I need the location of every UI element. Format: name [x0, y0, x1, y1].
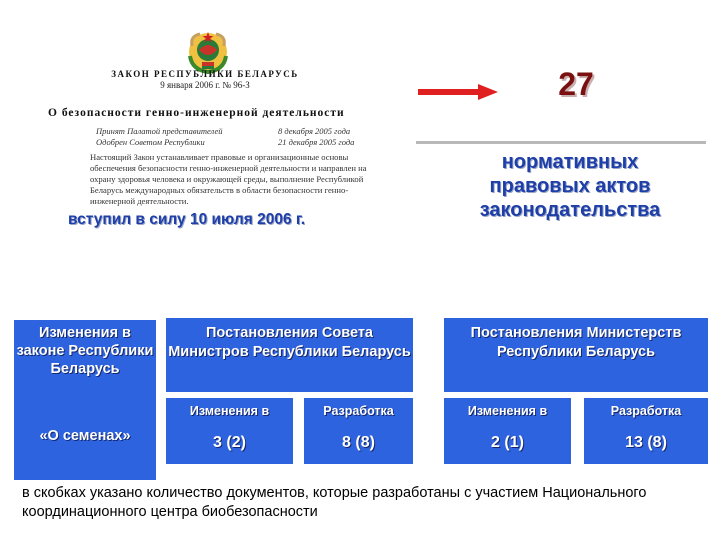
law-preamble-line: охрану здоровья человека и окружающей среды, выполнение Республикой	[90, 174, 364, 184]
approved-by-label: Одобрен Советом Республики	[96, 137, 205, 147]
ministries-changes-box	[444, 398, 571, 464]
law-preamble	[90, 152, 408, 207]
law-title: ЗАКОН РЕСПУБЛИКИ БЕЛАРУСЬ	[111, 69, 299, 79]
ministries-development-box	[584, 398, 708, 464]
council-changes-box	[166, 398, 293, 464]
ministries-development-value: 13 (8)	[625, 434, 667, 451]
council-changes-value: 3 (2)	[213, 434, 246, 451]
ministries-resolutions-label: Постановления Министерств Республики Беларусь	[470, 325, 682, 360]
acts-label: нормативных правовых актов законодательства	[479, 151, 661, 221]
law-preamble-line: обеспечения безопасности генно-инженерной деятельности и направлен на	[90, 163, 367, 173]
state-emblem-icon	[186, 30, 230, 74]
adopted-by-date: 8 декабря 2005 года	[278, 126, 351, 136]
in-force-note: вступил в силу 10 июля 2006 г.	[68, 211, 306, 228]
ministries-development-label: Разработка	[610, 404, 682, 418]
council-changes-label: Изменения в	[189, 404, 270, 418]
council-resolutions-label: Постановления Совета Министров Республики Беларусь	[168, 325, 411, 360]
divider	[416, 141, 706, 144]
council-resolutions-box	[166, 318, 413, 392]
law-changes-name: «О семенах»	[39, 428, 131, 444]
council-development-label: Разработка	[323, 404, 394, 418]
ministries-changes-value: 2 (1)	[491, 434, 524, 451]
law-heading: О безопасности генно-инженерной деятельности	[48, 107, 345, 119]
adopted-by-label: Принят Палатой представителей	[96, 126, 223, 136]
ministries-resolutions-box	[444, 318, 708, 392]
law-preamble-line: Беларусь международных обязательств в области безопасности генно-	[90, 185, 349, 195]
law-changes-box	[12, 318, 158, 482]
acts-count: 27	[558, 66, 594, 102]
council-development-box	[304, 398, 413, 464]
law-preamble-line: инженерной деятельности.	[90, 196, 189, 206]
ministries-changes-label: Изменения в	[467, 404, 548, 418]
law-preamble-line: Настоящий Закон устанавливает правовые и организационные основы	[90, 152, 349, 162]
approved-by-date: 21 декабря 2005 года	[278, 137, 355, 147]
law-changes-label: Изменения в законе Республики Беларусь	[16, 325, 154, 377]
law-date-number: 9 января 2006 г. № 96-З	[160, 80, 250, 90]
footnote: в скобках указано количество документов, которые разработаны с участием Национального координационного центра биобезопасности	[22, 485, 647, 520]
council-development-value: 8 (8)	[342, 434, 375, 451]
